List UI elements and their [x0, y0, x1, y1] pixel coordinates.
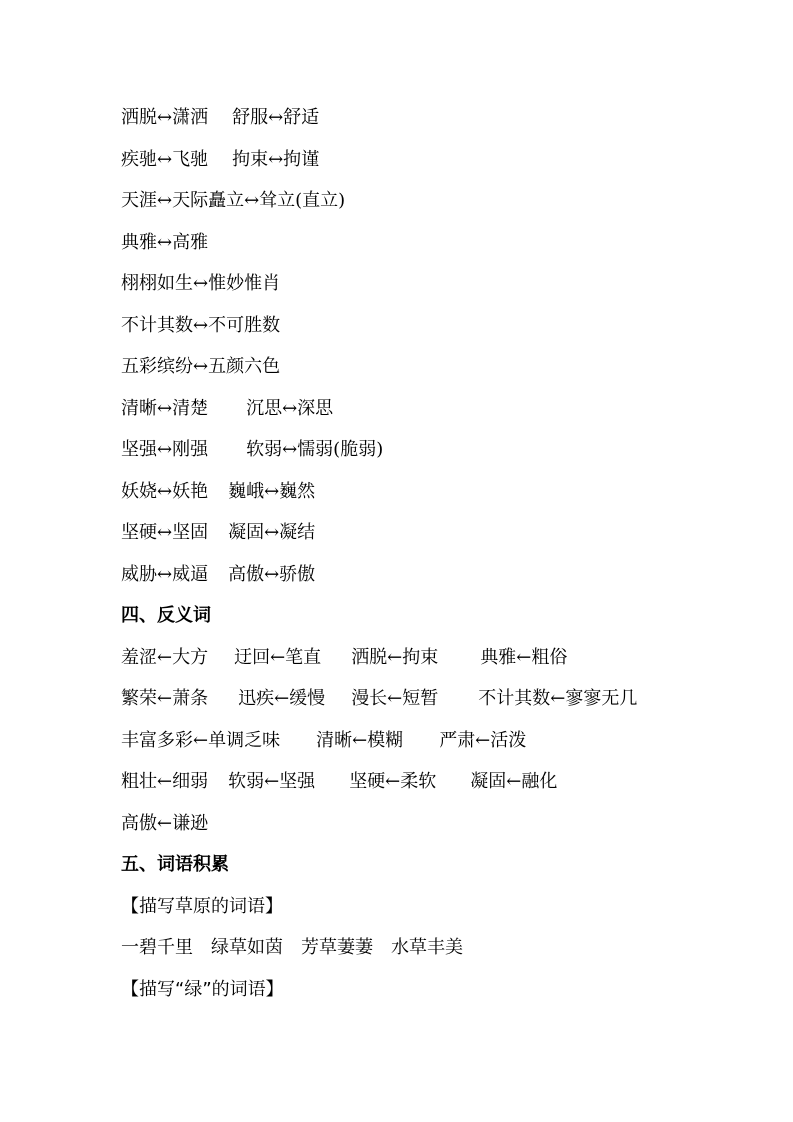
- synonym-pair: 巍峨↔巍然: [228, 481, 316, 502]
- synonym-pair: 栩栩如生↔惟妙惟肖: [121, 273, 281, 294]
- word: 芳草萋萋: [301, 937, 373, 958]
- synonym-pair: 拘束↔拘谨: [232, 149, 320, 170]
- antonym-pair: 清晰←模糊: [316, 730, 404, 751]
- antonym-line: [121, 809, 208, 839]
- antonym-pair: 迂回←笔直: [234, 647, 322, 668]
- synonym-line: [121, 186, 345, 216]
- synonym-pair: 威胁↔威逼: [121, 564, 209, 585]
- word: 水草丰美: [391, 937, 463, 958]
- antonym-line: [121, 767, 557, 797]
- synonym-pair: 典雅↔高雅: [121, 232, 209, 253]
- synonym-line: [121, 477, 315, 507]
- synonym-line: [121, 518, 315, 548]
- antonym-pair: 洒脱←拘束: [351, 647, 439, 668]
- antonym-pair: 软弱←坚强: [228, 771, 316, 792]
- antonym-pair: 漫长←短暂: [351, 688, 439, 709]
- synonym-pair: 软弱↔懦弱(脆弱): [246, 439, 384, 460]
- synonym-pair: 不计其数↔不可胜数: [121, 315, 281, 336]
- subheading: 【描写“绿”的词语】: [121, 979, 284, 1000]
- word: 绿草如茵: [211, 937, 283, 958]
- antonym-pair: 典雅←粗俗: [480, 647, 568, 668]
- synonym-pair: 凝固↔凝结: [228, 522, 316, 543]
- antonym-pair: 不计其数←寥寥无几: [478, 688, 638, 709]
- antonym-line: [121, 726, 526, 756]
- synonym-line: [121, 103, 319, 133]
- synonym-line: [121, 228, 208, 258]
- word: 一碧千里: [121, 937, 193, 958]
- antonym-pair: 迅疾←缓慢: [238, 688, 326, 709]
- antonym-pair: 高傲←谦逊: [121, 813, 209, 834]
- synonym-pair: 天涯↔天际矗立↔耸立(直立): [121, 190, 346, 211]
- synonym-line: [121, 435, 383, 465]
- synonym-line: [121, 311, 280, 341]
- synonym-line: [121, 269, 280, 299]
- synonym-line: [121, 145, 319, 175]
- antonym-pair: 繁荣←萧条: [121, 688, 209, 709]
- synonym-line: [121, 560, 315, 590]
- section-heading: 五、词语积累: [121, 854, 229, 875]
- synonym-line: [121, 352, 280, 382]
- synonym-pair: 沉思↔深思: [246, 398, 334, 419]
- section-heading: 四、反义词: [121, 605, 211, 626]
- antonym-line: [121, 684, 637, 714]
- antonym-pair: 羞涩←大方: [121, 647, 209, 668]
- antonym-pair: 严肃←活泼: [439, 730, 527, 751]
- antonym-pair: 粗壮←细弱: [121, 771, 209, 792]
- antonym-pair: 坚硬←柔软: [349, 771, 437, 792]
- synonym-pair: 舒服↔舒适: [232, 107, 320, 128]
- antonym-line: [121, 643, 567, 673]
- antonym-pair: 凝固←融化: [470, 771, 558, 792]
- synonym-pair: 妖娆↔妖艳: [121, 481, 209, 502]
- synonym-pair: 洒脱↔潇洒: [121, 107, 209, 128]
- synonym-pair: 五彩缤纷↔五颜六色: [121, 356, 281, 377]
- synonym-line: [121, 394, 333, 424]
- synonym-pair: 坚硬↔坚固: [121, 522, 209, 543]
- antonym-pair: 丰富多彩←单调乏味: [121, 730, 281, 751]
- synonym-pair: 高傲↔骄傲: [228, 564, 316, 585]
- subheading: 【描写草原的词语】: [121, 896, 283, 917]
- synonym-pair: 疾驰↔飞驰: [121, 149, 209, 170]
- synonym-pair: 清晰↔清楚: [121, 398, 209, 419]
- word-line: [121, 933, 463, 963]
- synonym-pair: 坚强↔刚强: [121, 439, 209, 460]
